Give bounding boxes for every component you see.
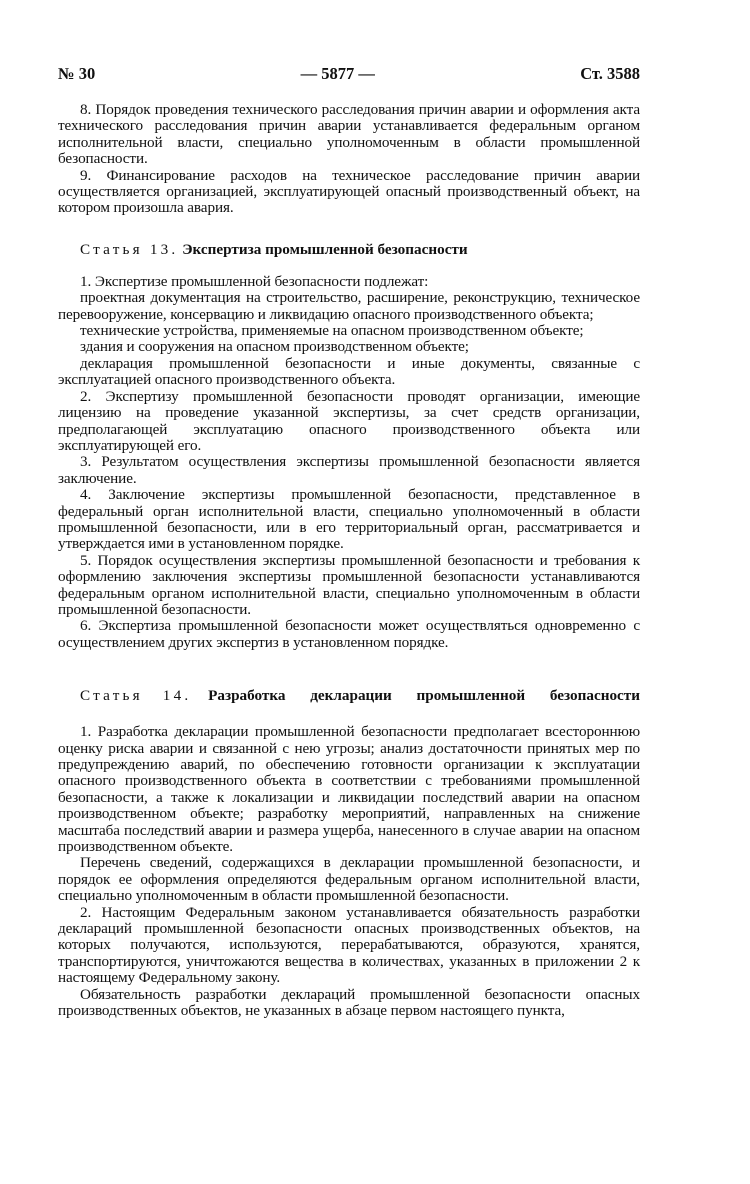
- article-13-item-2: 2. Экспертизу промышленной безопасности проводят организации, имеющие лицензию на проведение указанной экспертизы, за счет средств организации, предполагающей эксплуатацию опасного производственного объекта или эксплуатирующей его.: [58, 387, 640, 454]
- article-13-item-4: 4. Заключение экспертизы промышленной безопасности, представленное в федеральный орган исполнительной власти, специально уполномоченный в области промышленной безопасности, или в его территориальный орган, рассматривается и утверждается ими в установленном порядке.: [58, 486, 640, 553]
- document-page: [58, 64, 640, 1020]
- article-reference: Ст. 3588: [580, 64, 640, 83]
- article-13-item-6: 6. Экспертиза промышленной безопасности может осуществляться одновременно с осуществлением других экспертиз в установленном порядке.: [58, 617, 640, 651]
- article-13-item-3: 3. Результатом осуществления экспертизы промышленной безопасности является заключение.: [58, 453, 640, 487]
- paragraph-8: 8. Порядок проведения технического расследования причин аварии и оформления акта технического расследования причин аварии устанавливается федеральным органом исполнительной власти, специально уполномоченным в области промышленной безопасности.: [58, 101, 640, 168]
- article-13-item-1c: здания и сооружения на опасном производственном объекте;: [80, 338, 469, 356]
- article-13-label: Статья 13.: [80, 240, 179, 258]
- page-number: — 5877 —: [300, 64, 375, 83]
- article-14-heading: [80, 687, 640, 704]
- article-13-item-1b: технические устройства, применяемые на опасном производственном объекте;: [80, 322, 584, 340]
- running-header: [58, 64, 640, 84]
- article-14-title: Разработка декларации промышленной безопасности: [208, 687, 641, 705]
- article-14-item-2b: Обязательность разработки деклараций промышленной безопасности опасных производственных объектов, не указанных в абзаце первом настоящего пункта,: [58, 985, 640, 1020]
- article-13-item-1: 1. Экспертизе промышленной безопасности подлежат:: [80, 272, 429, 290]
- article-14-label: Статья 14.: [80, 687, 192, 705]
- issue-number: № 30: [58, 64, 96, 83]
- article-13-item-1a: проектная документация на строительство, расширение, реконструкцию, техническое перевооружение, консервацию и ликвидацию опасного производственного объекта;: [58, 289, 640, 323]
- article-13-heading: [80, 241, 640, 258]
- article-13-item-1d: декларация промышленной безопасности и иные документы, связанные с эксплуатацией опасного производственного объекта.: [58, 354, 640, 389]
- article-14-item-1b: Перечень сведений, содержащихся в декларации промышленной безопасности, и порядок ее оформления определяются федеральным органом исполнительной власти, специально уполномоченным в области промышленной безопасности.: [58, 854, 640, 905]
- article-13-item-5: 5. Порядок осуществления экспертизы промышленной безопасности и требования к оформлению заключения экспертизы промышленной безопасности устанавливаются федеральным органом исполнительной власти, специально уполномоченным в области промышленной безопасности.: [58, 551, 640, 618]
- paragraph-9: 9. Финансирование расходов на техническое расследование причин аварии осуществляется организацией, эксплуатирующей опасный производственный объект, на котором произошла авария.: [58, 166, 640, 217]
- article-14-item-2: 2. Настоящим Федеральным законом устанавливается обязательность разработки деклараций промышленной безопасности опасных производственных объектов, на которых получаются, используются, перерабатываются, образуются, хранятся, транспортируются, уничтожаются вещества в количествах, указанных в приложении 2 к настоящему Федеральному закону.: [58, 903, 640, 987]
- article-13-title: Экспертиза промышленной безопасности: [182, 240, 468, 258]
- article-14-item-1: 1. Разработка декларации промышленной безопасности предполагает всестороннюю оценку риска аварии и связанной с нею угрозы; анализ достаточности принятых мер по предупреждению аварий, по обеспечению готовности организации к эксплуатации опасного производственного объекта в соответствии с требованиями промышленной безопасности, а также к локализации и ликвидации последствий аварии на опасном производственном объекте; разработку мероприятий, направленных на снижение масштаба последствий аварии и размера ущерба, нанесенного в случае аварии на опасном производственном объекте.: [58, 723, 640, 856]
